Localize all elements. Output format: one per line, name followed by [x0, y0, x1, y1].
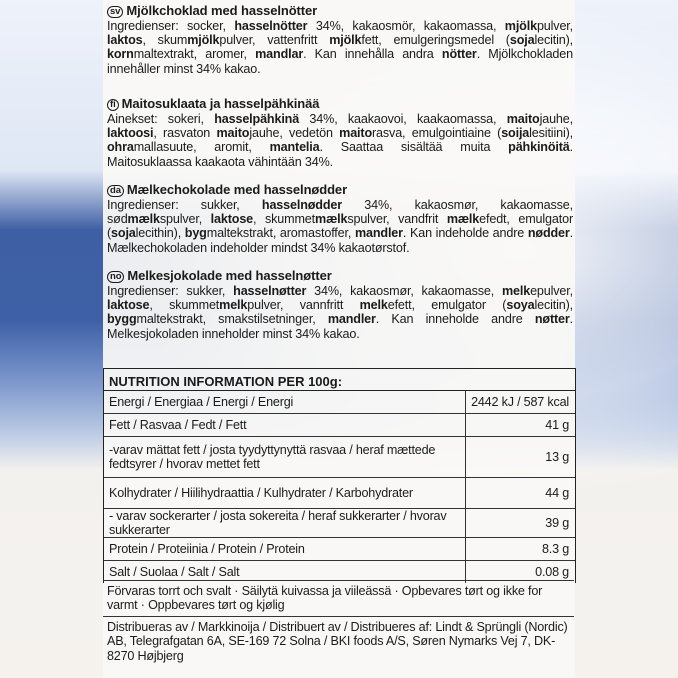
section-title: no Melkesjokolade med hasselnøtter	[107, 268, 573, 284]
allergen-text: mandlar	[255, 47, 304, 62]
allergen-text: ohra	[107, 140, 134, 155]
allergen-text: mjölk	[329, 33, 362, 48]
section-fi	[107, 96, 573, 169]
allergen-text: melk	[359, 298, 388, 313]
allergen-text: laktos	[107, 33, 143, 48]
section-no	[107, 268, 573, 341]
allergen-text: maito	[216, 126, 250, 141]
allergen-text: mjölk	[504, 19, 537, 33]
allergen-text: mælk	[127, 212, 160, 227]
allergen-text: hasselnötter	[234, 19, 308, 33]
allergen-text: melk	[501, 284, 531, 298]
section-da	[107, 182, 573, 255]
allergen-text: mjölk	[187, 33, 220, 48]
allergen-text: soja	[509, 33, 535, 48]
section-sv	[107, 3, 573, 76]
nutrition-table	[103, 368, 576, 583]
language-badge: fi	[107, 99, 119, 111]
allergen-text: mandler	[354, 226, 403, 241]
allergen-text: byg	[184, 226, 207, 241]
ingredients-text: Ingredienser: socker, hasselnötter 34%, kakaosmör, kakaomassa, mjölkpulver, laktos, skummjölkpulver, vattenfritt mjölkfett, emulgeringsmedel (sojalecitin), kornmaltextrakt, aromer, mandlar. Kan innehålla andra nötter. Mjölkchokladen innehåller minst 34% kakao.	[107, 19, 574, 76]
allergen-text: mantelia	[269, 140, 320, 155]
allergen-text: hasselnødder	[261, 198, 342, 212]
allergen-text: bygg	[107, 312, 137, 327]
allergen-text: laktose	[210, 212, 254, 227]
allergen-text: laktoosi	[107, 126, 154, 141]
ingredients-text: Ingredienser: sukker, hasselnødder 34%, kakaosmør, kakaomasse, sødmælkspulver, laktose, skummetmælkspulver, vandfrit mælkefedt, emulgator (sojalecithin), bygmaltekstrakt, aromastoffer, mandler. Kan indeholde andre nødder. Mælkechokoladen indeholder mindst 34% kakaotørstof.	[107, 198, 574, 255]
allergen-text: soya	[506, 298, 535, 313]
storage-text: Förvaras torrt och svalt · Säilytä kuivassa ja viileässä · Opbevares tørt og ikke for varmt · Oppbevares tørt og kjølig	[103, 580, 574, 616]
table-row: - varav sockerarter / josta sokereita / heraf sukkerarter / hvorav sukkerarter 39 g	[104, 509, 575, 538]
table-row: -varav mättat fett / josta tyydyttynyttä rasvaa / heraf mættede fedtsyrer / hvorav mettet fett 13 g	[104, 437, 575, 478]
ingredients-text: Ainekset: sokeri, hasselpähkinä 34%, kaakaovoi, kaakaomassa, maitojauhe, laktoosi, rasvaton maitojauhe, vedetön maitorasva, emulgointiaine (soijalesitiini), ohramallasuute, aromit, mantelia. Saattaa sisältää muita pähkinöitä. Maitosuklaassa kaakaota vähintään 34%.	[107, 112, 573, 169]
distribution-text: Distribueras av / Markkinoija / Distribuert av / Distribueres af: Lindt & Sprüngli (Nordic) AB, Telegrafgatan 6A, SE-169 72 Solna / BKI foods A/S, Søren Nymarks Vej 7, DK-8270 Højbjerg	[103, 616, 574, 663]
allergen-text: korn	[107, 47, 134, 62]
allergen-text: soja	[111, 226, 136, 241]
allergen-text: hasselpähkinä	[214, 112, 300, 126]
table-row: Energi / Energiaa / Energi / Energi 2442 kJ / 587 kcal	[104, 391, 575, 414]
table-row: Protein / Proteiinia / Protein / Protein 8.3 g	[104, 538, 575, 561]
allergen-text: maito	[506, 112, 540, 126]
allergen-text: mælk	[446, 212, 480, 227]
allergen-text: hasselnøtter	[233, 284, 307, 298]
allergen-text: nøtter	[534, 312, 570, 327]
allergen-text: laktose	[107, 298, 150, 313]
allergen-text: soija	[501, 126, 530, 141]
ingredients-text: Ingredienser: sukker, hasselnøtter 34%, kakaosmør, kakaomasse, melkepulver, laktose, skummetmelkpulver, vannfritt melkefett, emulgator (soyalecitin), byggmaltekstrakt, smakstilsetninger, mandler. Kan inneholde andre nøtter. Melkesjokoladen inneholder minst 34% kakao.	[107, 284, 574, 341]
allergen-text: nötter	[441, 47, 477, 62]
allergen-text: maito	[339, 126, 372, 141]
table-row: Fett / Rasvaa / Fedt / Fett 41 g	[104, 414, 575, 437]
allergen-text: nødder	[527, 226, 570, 241]
language-badge: sv	[107, 6, 123, 18]
section-title: fi Maitosuklaata ja hasselpähkinää	[107, 96, 573, 112]
nutrition-header: NUTRITION INFORMATION PER 100g:	[109, 374, 343, 389]
table-row: Salt / Suolaa / Salt / Salt 0.08 g	[104, 561, 575, 584]
allergen-text: pähkinöitä	[508, 140, 570, 155]
section-title: sv Mjölkchoklad med hasselnötter	[107, 3, 573, 19]
section-title: da Mælkechokolade med hasselnødder	[107, 182, 573, 198]
allergen-text: melk	[219, 298, 248, 313]
language-badge: no	[107, 271, 124, 283]
table-row: Kolhydrater / Hiilihydraattia / Kulhydrater / Karbohydrater 44 g	[104, 478, 575, 509]
allergen-text: mælk	[315, 212, 348, 227]
allergen-text: mandler	[327, 312, 376, 327]
language-badge: da	[107, 185, 124, 197]
